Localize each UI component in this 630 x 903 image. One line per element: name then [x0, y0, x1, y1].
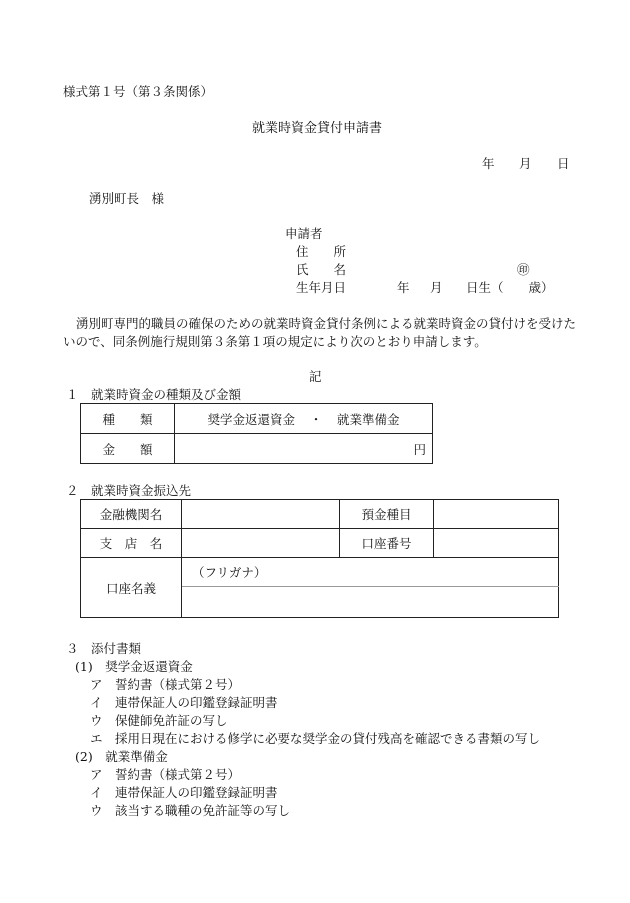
option-separator: ・: [309, 411, 323, 427]
name-label: 氏 名: [296, 262, 347, 277]
section2-heading: ２ 就業時資金振込先: [66, 483, 192, 498]
address-label: 住 所: [296, 244, 347, 259]
birth-year: 年: [397, 280, 410, 295]
furigana-label: （フリガナ）: [192, 565, 267, 580]
branch-name-label: 支 店 名: [81, 529, 182, 558]
amount-label: 金 額: [81, 434, 175, 464]
attachment-item: ウ 該当する職種の免許証等の写し: [90, 803, 291, 818]
date-day: 日: [557, 156, 570, 171]
attachment-item: イ 連帯保証人の印鑑登録証明書: [90, 785, 278, 800]
seal-mark: ㊞: [517, 262, 530, 277]
account-holder-field[interactable]: [182, 587, 559, 618]
section3-heading: ３ 添付書類: [66, 641, 142, 656]
attachments-group2-title: (2) 就業準備金: [75, 749, 168, 764]
section1-heading: １ 就業時資金の種類及び金額: [66, 387, 242, 402]
body-text-line2: いので、同条例施行規則第３条第１項の規定により次のとおり申請します。: [63, 334, 487, 349]
bank-name-label: 金融機関名: [81, 500, 182, 529]
option-scholarship-repayment[interactable]: 奨学金返還資金: [207, 411, 296, 427]
bank-name-field[interactable]: [182, 500, 340, 529]
date-month: 月: [519, 156, 532, 171]
bank-transfer-table: [80, 499, 559, 618]
account-holder-label: 口座名義: [81, 558, 182, 618]
fund-type-table: [80, 403, 433, 464]
form-number: 様式第１号（第３条関係）: [63, 84, 214, 99]
document-title: 就業時資金貸付申請書: [252, 121, 383, 136]
ki-marker: 記: [309, 369, 322, 384]
attachment-item: ア 誓約書（様式第２号）: [90, 677, 241, 692]
amount-unit: 円: [413, 441, 426, 457]
body-text-line1: 湧別町専門的職員の確保のための就業時資金貸付条例による就業時資金の貸付けを受けた: [76, 316, 577, 331]
type-label: 種 類: [81, 404, 175, 434]
attachment-item: イ 連帯保証人の印鑑登録証明書: [90, 695, 278, 710]
date-year: 年: [482, 156, 495, 171]
birthdate-label: 生年月日: [296, 280, 347, 295]
attachment-item: エ 採用日現在における修学に必要な奨学金の貸付残高を確認できる書類の写し: [90, 731, 541, 746]
attachment-item: ア 誓約書（様式第２号）: [90, 767, 241, 782]
amount-field[interactable]: [175, 434, 433, 464]
deposit-type-field[interactable]: [434, 500, 559, 529]
type-options-cell: [175, 404, 433, 434]
deposit-type-label: 預金種目: [340, 500, 434, 529]
account-number-field[interactable]: [434, 529, 559, 558]
branch-name-field[interactable]: [182, 529, 340, 558]
attachments-group1-title: (1) 奨学金返還資金: [75, 659, 193, 674]
option-employment-preparation[interactable]: 就業準備金: [336, 411, 400, 427]
addressee: 湧別町長 様: [89, 191, 165, 206]
birth-day-age: 日生（ 歳）: [466, 280, 554, 295]
attachment-item: ウ 保健師免許証の写し: [90, 713, 228, 728]
applicant-heading: 申請者: [285, 226, 323, 241]
account-number-label: 口座番号: [340, 529, 434, 558]
furigana-field[interactable]: [182, 558, 559, 587]
birth-month: 月: [430, 280, 443, 295]
